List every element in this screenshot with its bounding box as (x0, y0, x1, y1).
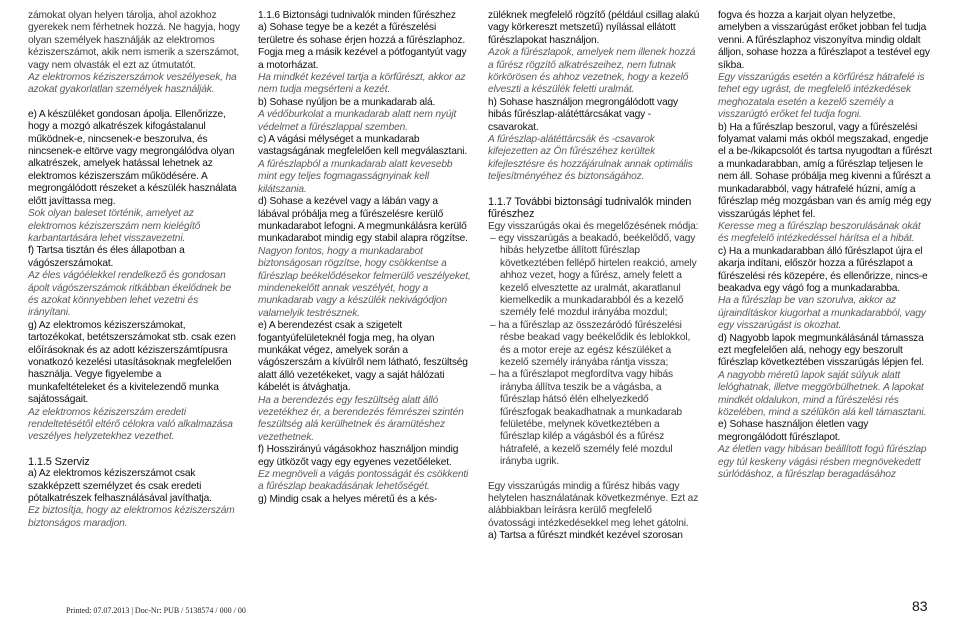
italic-note: Az életlen vagy hibásan beállított fogú fűrészlap egy túl keskeny vágási résben megnövekedett súrlódáshoz, a fűrészlap beragadásához (718, 444, 927, 481)
rule-item: fogva és hozza a karjait olyan helyzetbe, amelyben a visszarúgást erőket jobban fel tudja venni. A fűrészlaphoz viszonyítva mindig oldalt álljon, sohase hozza a fűrészlapot a testével egy síkba. (718, 10, 930, 71)
list-item: – ha a fűrészlapot megfordítva vagy hibás irányba állítva teszik be a vágásba, a fűrészlap hátsó élén elhelyezkedő fűrészfogak beakadhatnak a munkadarab felületébe, melynek következtében a fűrészlap kilép a vágásból és a fűrész hátrafelé, a kezelő személy felé mozdul irányba ugrik. (490, 369, 682, 468)
italic-note: A fűrészlap-alátéttárcsák és -csavarok kifejezetten az Ön fűrészéhez kerültek kifejlesztésre és hozzájárulnak annak optimális teljesítményéhez és biztonságához. (488, 134, 693, 183)
italic-note: Ez megnöveli a vágás pontosságát és csökkenti a fűrészlap beakadásának lehetőségét. (258, 469, 469, 493)
rule-item: d) Nagyobb lapok megmunkálásánál támassza ezt megfelelően alá, nehogy egy beszorult fűrészlap következtében visszarúgás lépjen fel. (718, 332, 924, 369)
italic-note: Ha a fűrészlap be van szorulva, akkor az újraindításkor kiugorhat a munkadarabból, vagy egy visszarúgást is okozhat. (718, 295, 926, 332)
section-heading: 1.1.6 Biztonsági tudnivalók minden fűrészhez (258, 10, 456, 21)
italic-note: Az éles vágóélekkel rendelkező és gondosan ápolt vágószerszámok ritkábban ékelődnek be és azokat könnyebben lehet vezetni és irányítani. (28, 270, 232, 319)
rule-item: f) Tartsa tisztán és éles állapotban a vágószerszámokat. (28, 245, 185, 269)
paragraph: Egy visszarúgás okai és megelőzésének módja: (488, 220, 699, 232)
italic-note: Ez biztosítja, hogy az elektromos kéziszerszám biztonságos maradjon. (28, 505, 235, 529)
italic-note: Az elektromos kéziszerszám eredeti rendeltetésétől eltérő célokra való alkalmazása veszélyes helyzetekhez vezethet. (28, 406, 233, 443)
section-heading: 1.1.5 Szerviz (28, 455, 90, 468)
text-column-3 (488, 10, 701, 543)
list-item: – egy visszarúgás a beakadó, beékelődő, vagy hibás helyzetbe állított fűrészlap következtében fellépő hirtelen reakció, amely ahhoz vezet, hogy a fűrész, amely felett a kezelő elvesztette az uralmát, akaratlanul kiemelkedik a munkadarabból és a kezelő személy felé mozdul irányába mozdul; (490, 232, 697, 319)
italic-note: Az elektromos kéziszerszámok veszélyesek, ha azokat gyakorlatlan személyek használják. (28, 72, 237, 96)
paragraph: zámokat olyan helyen tárolja, ahol azokhoz gyerekek nem férhetnek hozzá. Ne hagyja, hogy olyan személyek használják az elektromos kéziszerszámot, akik nem ismerik a szerszámot, vagy nem olvasták el ezt az útmutatót. (28, 10, 240, 71)
rule-item: c) A vágási mélységet a munkadarab vastagságának megfelelően kell megválasztani. (258, 134, 468, 158)
italic-note: Keresse meg a fűrészlap beszorulásának okát és megfelelő intézkedéssel hárítsa el a hibát. (718, 220, 921, 245)
rule-item: g) Mindig csak a helyes méretű és a kés- (258, 493, 438, 505)
italic-note: A nagyobb méretű lapok saját súlyuk alatt lelóghatnak, illetve meggörbülhetnek. A lapokat mindkét oldalukon, mind a fűrészelési rés közelében, mind a szélükön alá kell támasztani. (718, 369, 927, 418)
rule-item: d) Sohase a kezével vagy a lábán vagy a lábával próbálja meg a fűrészelésre kerülő munkadarabot lefogni. A megmunkálásra kerülő munkadarabot mindig egy stabil alapra rögzítse. (258, 196, 468, 245)
italic-note: Egy visszarúgás esetén a körfűrész hátrafelé is tehet egy ugrást, de megfelelő intézkedések meghozatala esetén a kezelő személy a visszarúgtó erőket fel tudja fogni. (718, 72, 925, 121)
rule-item: a) Sohase tegye be a kezét a fűrészelési területre és sohase érjen hozzá a fűrészlaphoz. Fogja meg a másik kezével a pótfogantyút vagy a motorházat. (258, 22, 467, 71)
italic-note: A fűrészlapból a munkadarab alatt kevesebb mint egy teljes fogmagasságnyinak kell kilátszania. (258, 158, 453, 195)
rule-item: a) Tartsa a fűrészt mindkét kezével szorosan (488, 530, 683, 542)
italic-note: Azok a fűrészlapok, amelyek nem illenek hozzá a fűrész rögzítő alkatrészeihez, nem futnak körkörösen és ahhoz vezetnek, hogy a kezelő elveszti a készülék feletti uralmát. (488, 47, 696, 96)
rule-item: e) A készüléket gondosan ápolja. Ellenőrizze, hogy a mozgó alkatrészek kifogástalanul működnek-e, nincsenek-e beszorulva, és nincsenek-e eltörve vagy megrongálódva olyan alkatrészek, amelyek hatással lehetnek az elektromos kéziszerszám működésére. A megrongálódott részeket a készülék használata előtt javíttassa meg. (28, 108, 237, 207)
text-column-1 (28, 10, 240, 530)
section-heading: 1.1.7 További biztonsági tudnivalók minden fűrészhez (488, 195, 692, 221)
rule-item: b) Sohase nyúljon be a munkadarab alá. (258, 96, 436, 108)
italic-note: Sok olyan baleset történik, amelyet az elektromos kéziszerszám nem kielégítő karbantartására lehet visszavezetni. (28, 208, 201, 244)
list-item: – ha a fűrészlap az összezáródó fűrészelési résbe beakad vagy beékelődik és leblokkol, és a motor ereje az egész készüléket a kezelő személy irányába rántja vissza; (490, 319, 691, 368)
italic-note: Ha mindkét kezével tartja a körfűrészt, akkor az nem tudja megsérteni a kezét. (258, 72, 466, 96)
paragraph: Egy visszarúgás mindig a fűrész hibás vagy helytelen használatának következménye. Ezt az alábbiakban leírásra kerülő megfelelő óvatossági intézkedésekkel meg lehet gátolni. (488, 480, 699, 529)
rule-item: e) Sohase használjon életlen vagy megrongálódott fűrészlapot. (718, 419, 869, 443)
rule-item: a) Az elektromos kéziszerszámot csak szakképzett személyzet és csak eredeti pótalkatrészek felhasználásával javíthatja. (28, 468, 212, 505)
italic-note: Ha a berendezés egy feszültség alatt álló vezetékhez ér, a berendezés fémrészei szintén feszültség alá kerülhetnek és áramütéshez vezethetnek. (258, 394, 464, 443)
italic-note: A védőburkolat a munkadarab alatt nem nyújt védelmet a fűrészlappal szemben. (258, 109, 457, 133)
rule-item: b) Ha a fűrészlap beszorul, vagy a fűrészelési folyamat valami más okból megszakad, engedje el a be-/kikapcsolót és tartsa nyugodtan a fűrészt a munkadarabban, amíg a fűrészlap teljesen le nem áll. Sohase próbálja meg kivenni a fűrészt a munkadarabból, vagy hátrafelé húzni, amíg a fűrészlap még mozgásban van és amíg még egy visszarúgás léphet fel. (718, 121, 932, 220)
page-number: 83 (912, 598, 928, 614)
text-column-4 (718, 10, 932, 481)
rule-item: c) Ha a munkadarabban álló fűrészlapot újra el akarja indítani, először hozza a fűrészlapot a fűrészelési rés közepére, és ellenőrizze, nincs-e beakadva egy vágó fog a munkadarabba. (718, 245, 928, 294)
rule-item: f) Hosszirányú vágásokhoz használjon mindig egy ütközőt vagy egy egyenes vezetőéleket. (258, 444, 459, 468)
print-info-footer: Printed: 07.07.2013 | Doc-Nr: PUB / 5138574 / 000 / 00 (66, 606, 246, 615)
rule-item: züléknek megfelelő rögzítő (például csillag alakú vagy körkereszt metszetű) nyílással ellátott fűrészlapokat használjon. (488, 10, 700, 46)
italic-note: Nagyon fontos, hogy a munkadarabot biztonságosan rögzítse, hogy csökkentse a fűrészlap beékelődésekor felmerülő veszélyeket, mindenekelőtt annak veszélyét, hogy a munkadarab vagy a készülék nekivágódjon valamelyik testrésznek. (258, 245, 471, 319)
rule-item: e) A berendezést csak a szigetelt fogantyúfelületeknél fogja meg, ha olyan munkákat végez, amelyek során a vágószerszám a kívülről nem látható, feszültség alatt álló vezetékeket, vagy a saját hálózati kábelét is átvághatja. (258, 320, 468, 394)
rule-item: h) Sohase használjon megrongálódott vagy hibás fűrészlap-alátéttárcsákat vagy -csavarokat. (488, 96, 678, 133)
rule-item: g) Az elektromos kéziszerszámokat, tartozékokat, betétszerszámokat stb. csak ezen előírásoknak és az adott kéziszerszámtípusra vonatkozó kezelési utasításoknak megfelelően használja. Vegye figyelembe a munkafeltételeket és a kivitelezendő munka sajátosságait. (28, 319, 236, 406)
text-column-2 (258, 10, 471, 506)
